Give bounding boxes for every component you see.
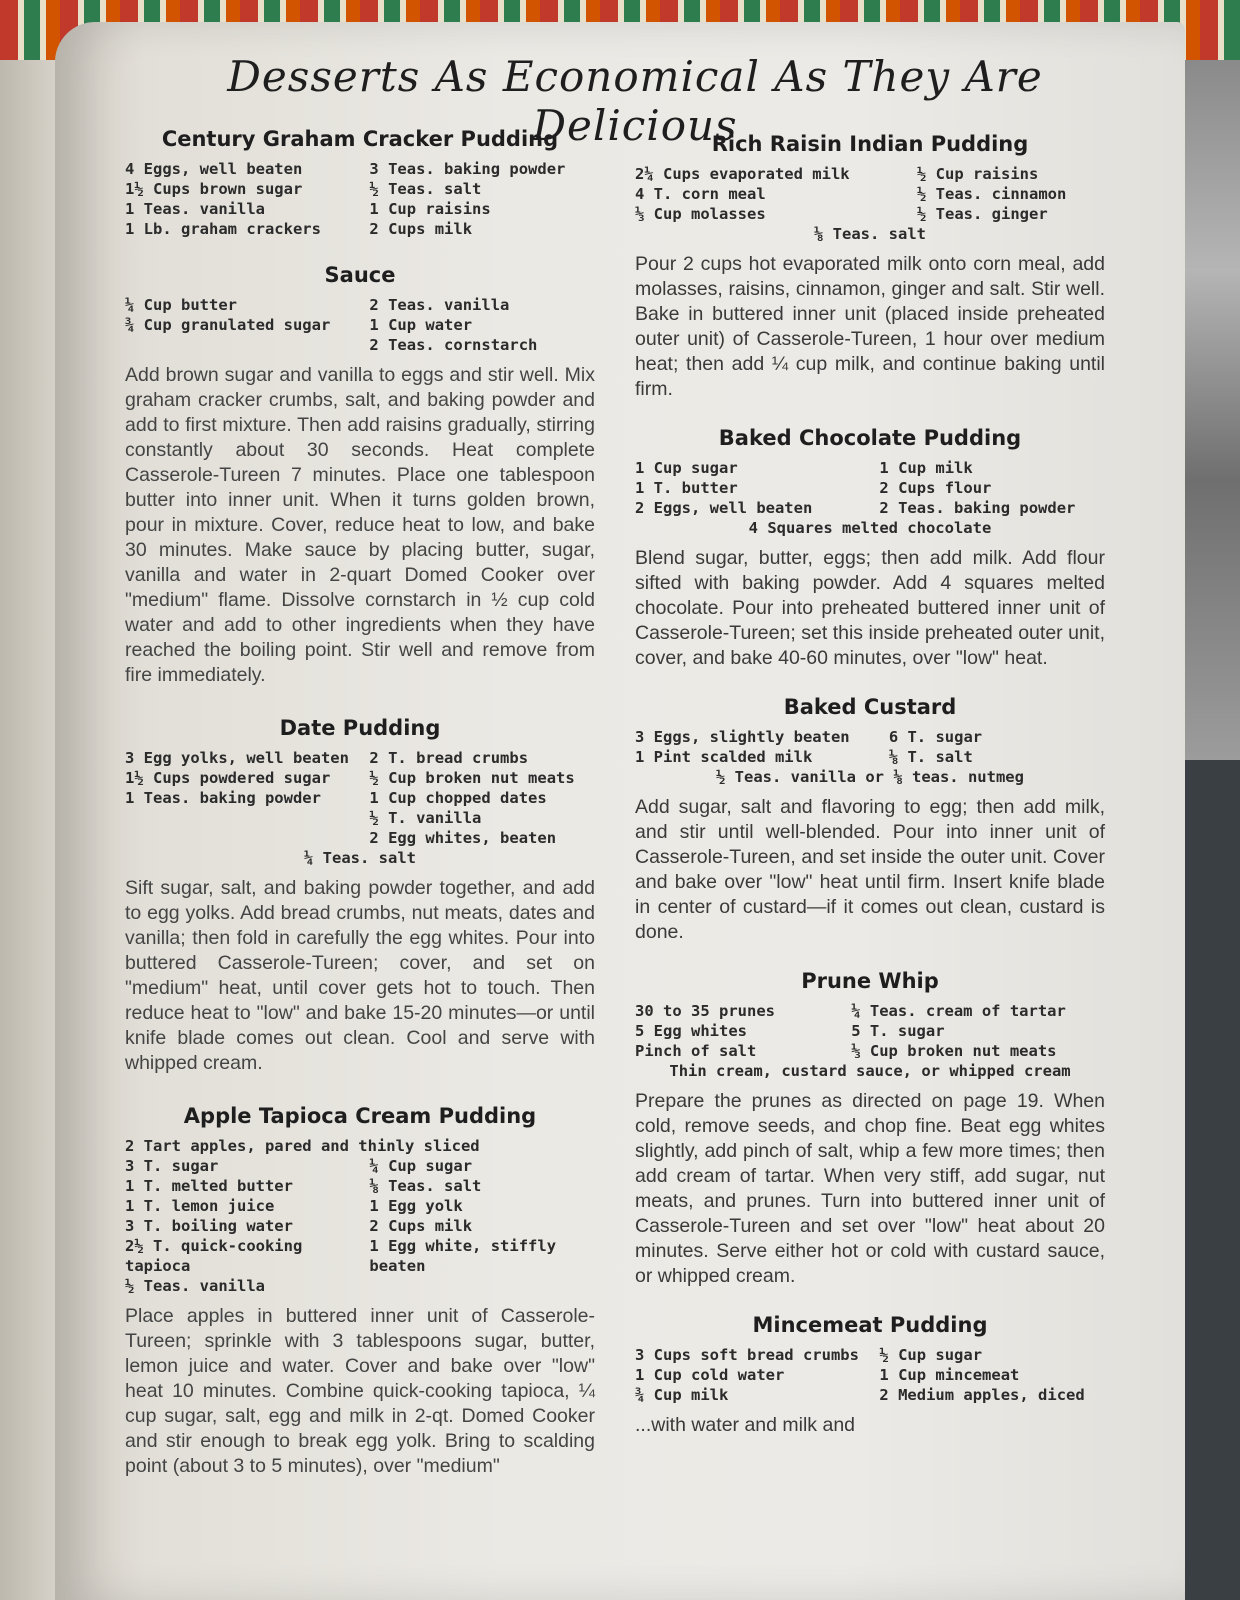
ingredient: ½ Teas. vanilla or ⅛ teas. nutmeg <box>716 768 1024 786</box>
recipe-title: Date Pudding <box>279 716 441 740</box>
ingredient: ⅛ Teas. salt <box>369 1177 482 1195</box>
ingredient: 1 Pint scalded milk <box>635 748 813 766</box>
recipe-instructions: Place apples in buttered inner unit of Casserole-Tureen; sprinkle with 3 tablespoons sugar, butter, lemon juice and water. Cover and bake over "low" heat 10 minutes. Combine quick-cooking tapioca, ¼ cup sugar, salt, egg and milk in 2-qt. Domed Cooker and stir enough to break egg yolk. Bring to scalding point (about 3 to 5 minutes), over "medium" <box>125 1305 595 1477</box>
recipe-title: Century Graham Cracker Pudding <box>161 127 559 151</box>
ingredient-list <box>125 748 595 848</box>
ingredient: ⅓ Cup molasses <box>635 205 766 223</box>
ingredient: 5 Egg whites <box>635 1022 747 1040</box>
ingredient-list <box>635 1345 1105 1405</box>
ingredient: ⅛ T. salt <box>888 748 973 766</box>
recipe-baked-custard <box>635 695 1105 945</box>
ingredient: 3 Egg yolks, well beaten <box>125 749 349 767</box>
ingredient: 2 Teas. vanilla <box>369 296 510 314</box>
recipe-date-pudding <box>125 716 595 1076</box>
recipe-title: Baked Chocolate Pudding <box>718 426 1022 450</box>
ingredient: 6 T. sugar <box>888 728 983 746</box>
ingredient: 1 Egg yolk <box>369 1197 463 1215</box>
ingredient: Thin cream, custard sauce, or whipped cream <box>669 1062 1071 1080</box>
ingredient: ¼ Teas. cream of tartar <box>851 1002 1066 1020</box>
ingredient: 2 Medium apples, diced <box>879 1386 1085 1404</box>
left-column <box>125 127 595 1479</box>
ingredient: ¼ Teas. salt <box>304 849 416 867</box>
ingredient: 3 T. boiling water <box>125 1217 293 1235</box>
recipe-mincemeat <box>635 1313 1105 1438</box>
recipe-instructions: Blend sugar, butter, eggs; then add milk. Add flour sifted with baking powder. Add 4 squares melted chocolate. Pour into preheated buttered inner unit of Casserole-Tureen; set this inside preheated outer unit, cover, and bake 40-60 minutes, over "low" heat. <box>635 547 1105 669</box>
ingredient: 1 Cup sugar <box>635 459 738 477</box>
ingredient: 1 Cup chopped dates <box>369 789 547 807</box>
ingredient-list <box>635 164 1105 224</box>
ingredient: ¾ Cup granulated sugar <box>125 316 331 334</box>
recipe-graham-cracker <box>125 127 595 239</box>
ingredient: 2 T. bread crumbs <box>369 749 529 767</box>
ingredient: ½ Cup broken nut meats <box>369 769 575 787</box>
ingredient: ⅛ Teas. salt <box>814 225 926 243</box>
ingredient-list <box>125 159 595 239</box>
ingredient-list <box>635 727 1105 767</box>
ingredient-list <box>125 295 595 355</box>
ingredient: 4 Squares melted chocolate <box>748 519 992 537</box>
ingredient: 3 T. sugar <box>125 1157 219 1175</box>
ingredient: Pinch of salt <box>635 1042 757 1060</box>
cookbook-page <box>55 22 1185 1600</box>
recipe-apple-tapioca <box>125 1104 595 1479</box>
ingredient: 1 Cup milk <box>879 459 973 477</box>
ingredient: 4 T. corn meal <box>635 185 766 203</box>
recipe-instructions: Pour 2 cups hot evaporated milk onto corn meal, add molasses, raisins, cinnamon, ginger and salt. Stir well. Bake in buttered inner unit (placed inside preheated outer unit) of Casserole-Tureen, 1 hour over medium heat; then add ¼ cup milk, and continue baking until firm. <box>635 253 1105 400</box>
recipe-prune-whip <box>635 969 1105 1289</box>
recipe-instructions: Prepare the prunes as directed on page 19. When cold, remove seeds, and chop fine. Beat egg whites slightly, add pinch of salt, whip a few more times; then add cream of tartar. When very stiff, add sugar, nut meats, and prunes. Turn into buttered inner unit of Casserole-Tureen and set over "low" heat about 20 minutes. Serve either hot or cold with custard sauce, or whipped cream. <box>635 1090 1105 1287</box>
ingredient: ½ Cup sugar <box>879 1346 983 1364</box>
recipe-sauce <box>125 263 595 688</box>
ingredient: 1 Lb. graham crackers <box>125 220 321 238</box>
ingredient: ¼ Cup butter <box>125 296 237 314</box>
ingredient: ½ Cup raisins <box>917 165 1039 183</box>
ingredient: ½ Teas. vanilla <box>125 1277 265 1295</box>
ingredient: ¼ Cup sugar <box>369 1157 473 1175</box>
ingredient: 2 Teas. baking powder <box>879 499 1076 517</box>
ingredient: 3 Teas. baking powder <box>369 160 566 178</box>
recipe-title: Mincemeat Pudding <box>752 1313 988 1337</box>
ingredient-list <box>635 458 1105 518</box>
recipe-raisin-indian <box>635 132 1105 402</box>
ingredient: 2½ T. quick-cooking tapioca <box>125 1237 303 1275</box>
ingredient: 1½ Cups powdered sugar <box>125 769 331 787</box>
ingredient-list <box>635 1001 1105 1061</box>
ingredient: 3 Eggs, slightly beaten <box>635 728 850 746</box>
ingredient: 5 T. sugar <box>851 1022 945 1040</box>
ingredient: 2 Tart apples, pared and thinly sliced <box>125 1137 480 1155</box>
ingredient: ¾ Cup milk <box>635 1386 729 1404</box>
ingredient: ⅓ Cup broken nut meats <box>851 1042 1057 1060</box>
recipe-instructions: Sift sugar, salt, and baking powder together, and add to egg yolks. Add bread crumbs, nut meats, dates and vanilla; then fold in carefully the egg whites. Pour into buttered Casserole-Tureen; cover, and set on "medium" heat, until cover gets hot to touch. Then reduce heat to "low" and bake 15-20 minutes—or until knife blade comes out clean. Cool and serve with whipped cream. <box>125 877 595 1074</box>
recipe-instructions: Add brown sugar and vanilla to eggs and stir well. Mix graham cracker crumbs, salt, and baking powder and add to first mixture. Then add raisins gradually, stirring constantly about 30 seconds. Heat complete Casserole-Tureen 7 minutes. Place one tablespoon butter into inner unit. When it turns golden brown, pour in mixture. Cover, reduce heat to low, and bake 30 minutes. Make sauce by placing butter, sugar, vanilla and water in 2-quart Domed Cooker over "medium" flame. Dissolve cornstarch in ½ cup cold water and add to other ingredients when they have reached the boiling point. Stir well and remove from fire immediately. <box>125 364 595 686</box>
recipe-title: Rich Raisin Indian Pudding <box>711 132 1029 156</box>
recipe-title: Apple Tapioca Cream Pudding <box>183 1104 537 1128</box>
ingredient: 1 Teas. vanilla <box>125 200 265 218</box>
ingredient: 1 Teas. baking powder <box>125 789 321 807</box>
ingredient: 1 Cup cold water <box>635 1366 785 1384</box>
recipe-instructions: Add sugar, salt and flavoring to egg; then add milk, and stir until well-blended. Pour into inner unit of Casserole-Tureen, and set inside the outer unit. Cover and bake over "low" heat until firm. Insert knife blade in center of custard—if it comes out clean, custard is done. <box>635 796 1105 943</box>
ingredient: 1 T. lemon juice <box>125 1197 275 1215</box>
ingredient: ½ Teas. cinnamon <box>917 185 1067 203</box>
ingredient: 2¼ Cups evaporated milk <box>635 165 850 183</box>
ingredient: 1 Cup water <box>369 316 473 334</box>
ingredient: 2 Cups milk <box>369 1217 473 1235</box>
recipe-title: Baked Custard <box>783 695 957 719</box>
recipe-title: Sauce <box>324 263 396 287</box>
ingredient: ½ T. vanilla <box>369 809 482 827</box>
ingredient: 1 T. melted butter <box>125 1177 293 1195</box>
ingredient: 1½ Cups brown sugar <box>125 180 303 198</box>
ingredient: 1 Egg white, stiffly beaten <box>369 1237 557 1275</box>
left-page-edge <box>0 60 60 1600</box>
ingredient: 2 Teas. cornstarch <box>369 336 538 354</box>
ingredient: 3 Cups soft bread crumbs <box>635 1346 859 1364</box>
ingredient: 30 to 35 prunes <box>635 1002 775 1020</box>
ingredient: 2 Cups milk <box>369 220 473 238</box>
right-column <box>635 132 1105 1438</box>
ingredient: 2 Egg whites, beaten <box>369 829 557 847</box>
ingredient: ½ Teas. ginger <box>917 205 1048 223</box>
ingredient-list <box>125 1156 595 1296</box>
ingredient: 2 Cups flour <box>879 479 992 497</box>
ingredient: 1 Cup raisins <box>369 200 491 218</box>
ingredient: 1 T. butter <box>635 479 738 497</box>
recipe-instructions: ...with water and milk and <box>635 1414 856 1436</box>
recipe-baked-chocolate <box>635 426 1105 671</box>
page-title: Desserts As Economical As They Are Delicious <box>227 52 1043 150</box>
ingredient: 4 Eggs, well beaten <box>125 160 303 178</box>
ingredient: 1 Cup mincemeat <box>879 1366 1020 1384</box>
ingredient: ½ Teas. salt <box>369 180 482 198</box>
ingredient: 2 Eggs, well beaten <box>635 499 813 517</box>
recipe-title: Prune Whip <box>801 969 939 993</box>
